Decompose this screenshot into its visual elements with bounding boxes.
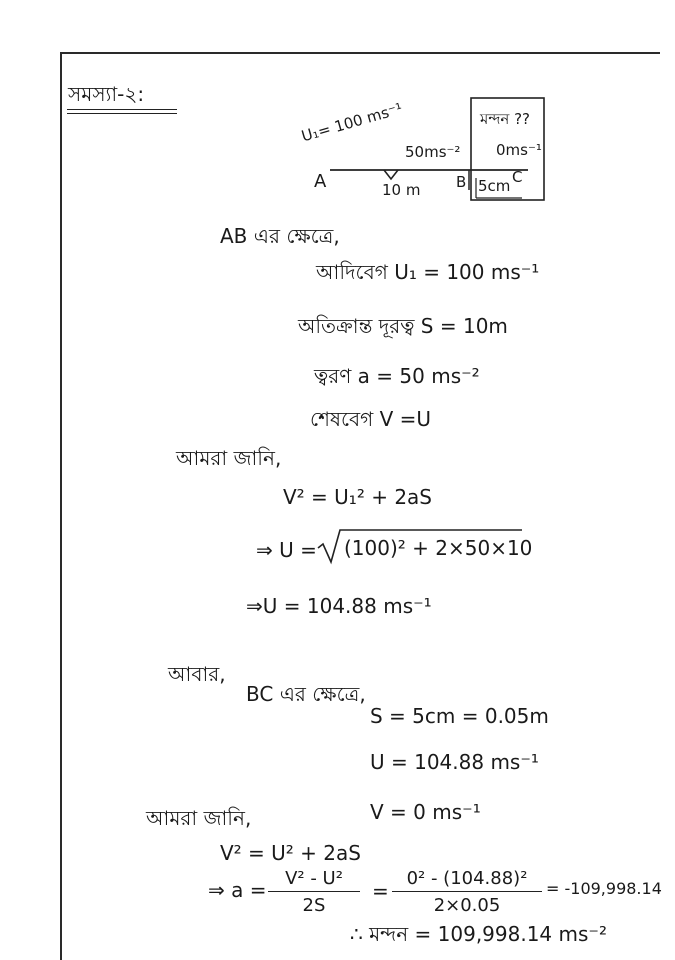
unknown-retardation-label: মন্দন ?? xyxy=(480,110,531,128)
bc-we-know: আমরা জানি, xyxy=(146,806,252,830)
ab-section-heading: AB এর ক্ষেত্রে, xyxy=(220,224,340,248)
ab-equation-2-radicand: (100)² + 2×50×10 xyxy=(344,536,533,560)
final-velocity-label: 0ms⁻¹ xyxy=(496,141,542,159)
bc-final-velocity: V = 0 ms⁻¹ xyxy=(370,800,481,824)
bc-equation-1: V² = U² + 2aS xyxy=(220,841,361,865)
distance-bc-label: 5cm xyxy=(478,177,511,195)
bc-again: আবার, xyxy=(168,662,226,686)
bc-fraction-symbolic-denominator: 2S xyxy=(302,895,326,916)
bc-fraction-symbolic-numerator: V² - U² xyxy=(268,868,360,892)
ab-equation-3: ⇒U = 104.88 ms⁻¹ xyxy=(246,594,432,618)
conclusion-retardation: ∴ মন্দন = 109,998.14 ms⁻² xyxy=(350,922,607,946)
point-c-label: C xyxy=(512,168,523,186)
point-a-label: A xyxy=(314,171,327,192)
problem-heading: সমস্যা-২: xyxy=(68,82,145,106)
bc-equals-sign: = xyxy=(372,879,389,903)
u1-label: U₁= 100 ms⁻¹ xyxy=(299,99,405,146)
bc-fraction-numeric xyxy=(392,868,542,916)
ab-equation-2-prefix: ⇒ U = xyxy=(256,538,317,562)
bc-section-heading: BC এর ক্ষেত্রে, xyxy=(246,682,366,706)
distance-ab-label: 10 m xyxy=(382,181,421,199)
ab-acceleration: ত্বরণ a = 50 ms⁻² xyxy=(314,364,480,388)
bc-distance: S = 5cm = 0.05m xyxy=(370,704,549,728)
acceleration-label: 50ms⁻² xyxy=(405,143,461,161)
point-b-label: B xyxy=(456,173,467,191)
bc-equation-2-prefix: ⇒ a = xyxy=(208,878,267,902)
bc-fraction-numeric-denominator: 2×0.05 xyxy=(433,895,501,916)
bc-fraction-symbolic xyxy=(268,868,360,916)
ab-equation-1: V² = U₁² + 2aS xyxy=(283,485,432,509)
ab-distance: অতিক্রান্ত দূরত্ব S = 10m xyxy=(298,314,508,338)
bc-initial-velocity: U = 104.88 ms⁻¹ xyxy=(370,750,539,774)
ab-initial-velocity: আদিবেগ U₁ = 100 ms⁻¹ xyxy=(316,260,540,284)
bc-result-value: = -109,998.14 xyxy=(546,879,662,898)
bc-fraction-numeric-numerator: 0² - (104.88)² xyxy=(392,868,542,892)
ab-final-velocity: শেষবেগ V =U xyxy=(310,407,432,431)
ab-we-know: আমরা জানি, xyxy=(176,446,282,470)
